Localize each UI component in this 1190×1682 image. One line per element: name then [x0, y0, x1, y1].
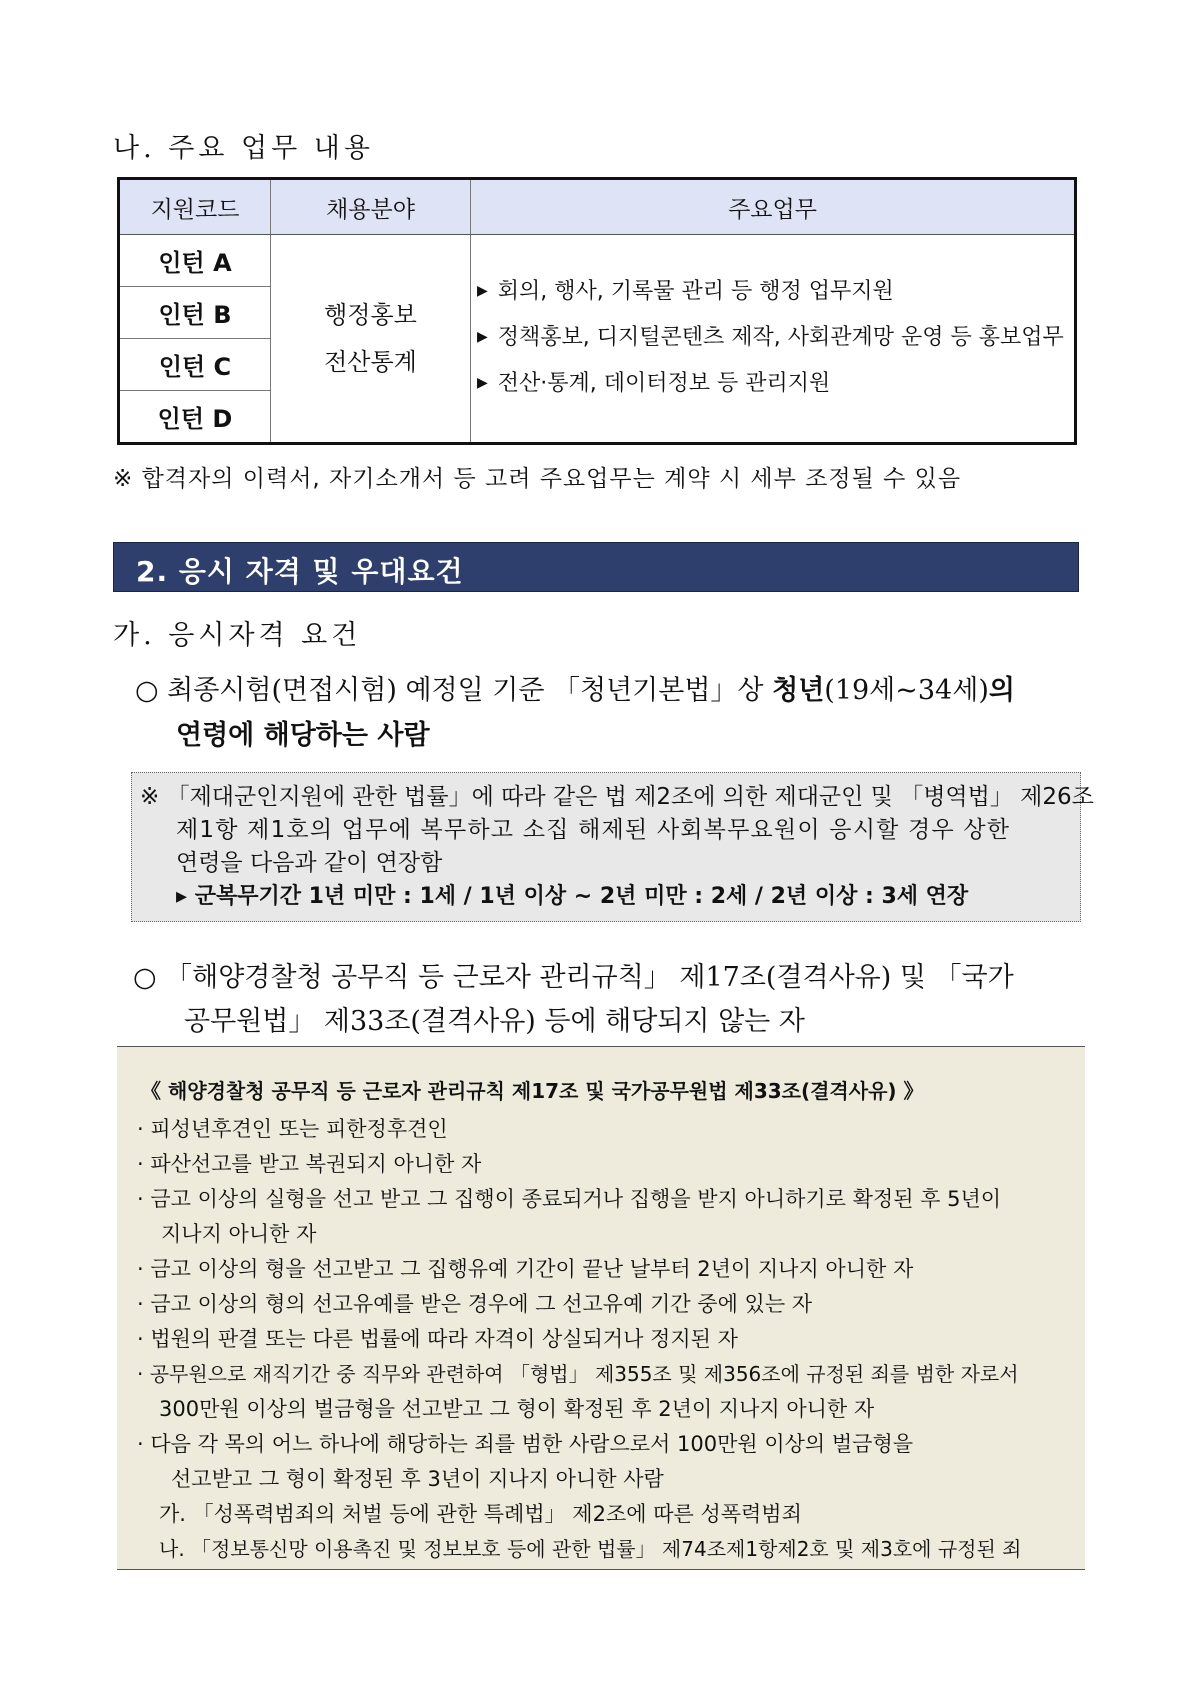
code-intern-b: 인턴 B	[119, 287, 271, 339]
table-header-row	[119, 179, 1076, 235]
header-field: 채용분야	[271, 179, 471, 235]
disqual-box-title: 《 해양경찰청 공무직 등 근로자 관리규칙 제17조 및 국가공무원법 제33조(결격사유) 》	[141, 1079, 924, 1103]
field-line1: 행정홍보	[324, 300, 417, 329]
header-code: 지원코드	[119, 179, 271, 235]
list-item: · 법원의 판결 또는 다른 법률에 따라 자격이 상실되거나 정지된 자	[137, 1327, 738, 1351]
list-item: · 공무원으로 재직기간 중 직무와 관련하여 「형법」 제355조 및 제356조에 규정된 죄를 범한 자로서	[137, 1362, 1019, 1386]
military-note-line1: ※ 「제대군인지원에 관한 법률」에 따라 같은 법 제2조에 의한 제대군인 및 「병역법」 제26조	[140, 784, 1094, 810]
list-item: · 금고 이상의 형을 선고받고 그 집행유예 기간이 끝난 날부터 2년이 지나지 아니한 자	[137, 1257, 914, 1281]
subsection-title-duties: 나. 주요 업무 내용	[113, 133, 374, 164]
list-item: 나. 「정보통신망 이용촉진 및 정보보호 등에 관한 법률」 제74조제1항제2호 및 제3호에 규정된 죄	[159, 1537, 1022, 1561]
list-item: · 금고 이상의 실형을 선고 받고 그 집행이 종료되거나 집행을 받지 아니하기로 확정된 후 5년이	[137, 1187, 1002, 1211]
triangle-bullet-icon: ▶	[477, 374, 488, 391]
disqualification-box	[117, 1046, 1085, 1570]
triangle-bullet-icon: ▶	[477, 282, 488, 299]
list-item: 300만원 이상의 벌금형을 선고받고 그 형이 확정된 후 2년이 지나지 아니한 자	[159, 1397, 875, 1421]
qual1-age-range: (19세~34세)	[824, 675, 989, 706]
code-intern-c: 인턴 C	[119, 339, 271, 391]
list-item: 가. 「성폭력범죄의 처벌 등에 관한 특례법」 제2조에 따른 성폭력범죄	[159, 1502, 802, 1526]
qual1-text: ○ 최종시험(면접시험) 예정일 기준 「청년기본법」상	[135, 675, 773, 706]
tasks-cell	[471, 235, 1076, 444]
list-item: 선고받고 그 형이 확정된 후 3년이 지나지 아니한 사람	[171, 1467, 664, 1491]
section-title: 2. 응시 자격 및 우대요건	[136, 555, 464, 588]
section-title-bar	[113, 542, 1079, 592]
table-row	[119, 235, 1076, 287]
list-item: 지나지 아니한 자	[161, 1222, 317, 1246]
list-item: · 피성년후견인 또는 피한정후견인	[137, 1117, 448, 1141]
header-tasks: 주요업무	[471, 179, 1076, 235]
task-text: 정책홍보, 디지털콘텐츠 제작, 사회관계망 운영 등 홍보업무	[497, 324, 1064, 350]
qualification-age-line2: 연령에 해당하는 사람	[176, 720, 430, 751]
qualification-disqual-line1: ○ 「해양경찰청 공무직 등 근로자 관리규칙」 제17조(결격사유) 및 「국가	[133, 962, 1014, 993]
military-service-note	[131, 772, 1094, 922]
list-item: · 파산선고를 받고 복권되지 아니한 자	[137, 1152, 482, 1176]
qual1-end: 의	[988, 675, 1015, 706]
task-item	[477, 270, 1073, 316]
subsection-title-qualification: 가. 응시자격 요건	[113, 620, 362, 651]
list-item: · 다음 각 목의 어느 하나에 해당하는 죄를 범한 사람으로서 100만원 이상의 벌금형을	[137, 1432, 914, 1456]
list-item: · 금고 이상의 형의 선고유예를 받은 경우에 그 선고유예 기간 중에 있는 자	[137, 1292, 813, 1316]
military-note-line2: 제1항 제1호의 업무에 복무하고 소집 해제된 사회복무요원이 응시할 경우 상한	[176, 817, 1011, 843]
task-item	[477, 362, 1073, 408]
code-intern-d: 인턴 D	[119, 391, 271, 444]
code-intern-a: 인턴 A	[119, 235, 271, 287]
qualification-age-line1	[135, 668, 1015, 707]
task-text: 회의, 행사, 기록물 관리 등 행정 업무지원	[497, 278, 894, 304]
duties-table	[117, 177, 1077, 445]
task-text: 전산·통계, 데이터정보 등 관리지원	[497, 370, 831, 396]
military-note-line3: 연령을 다음과 같이 연장함	[176, 850, 443, 876]
triangle-bullet-icon: ▶	[477, 328, 488, 345]
military-note-extension: ▸ 군복무기간 1년 미만 : 1세 / 1년 이상 ~ 2년 미만 : 2세 / 2년 이상 : 3세 연장	[176, 884, 969, 909]
task-item	[477, 316, 1073, 362]
field-line2: 전산통계	[324, 347, 417, 376]
qual1-bold: 청년	[772, 675, 825, 706]
note-duty-adjustment: ※ 합격자의 이력서, 자기소개서 등 고려 주요업무는 계약 시 세부 조정될 수 있음	[113, 466, 962, 492]
qualification-disqual-line2: 공무원법」 제33조(결격사유) 등에 해당되지 않는 자	[184, 1006, 805, 1037]
field-cell	[271, 235, 471, 444]
